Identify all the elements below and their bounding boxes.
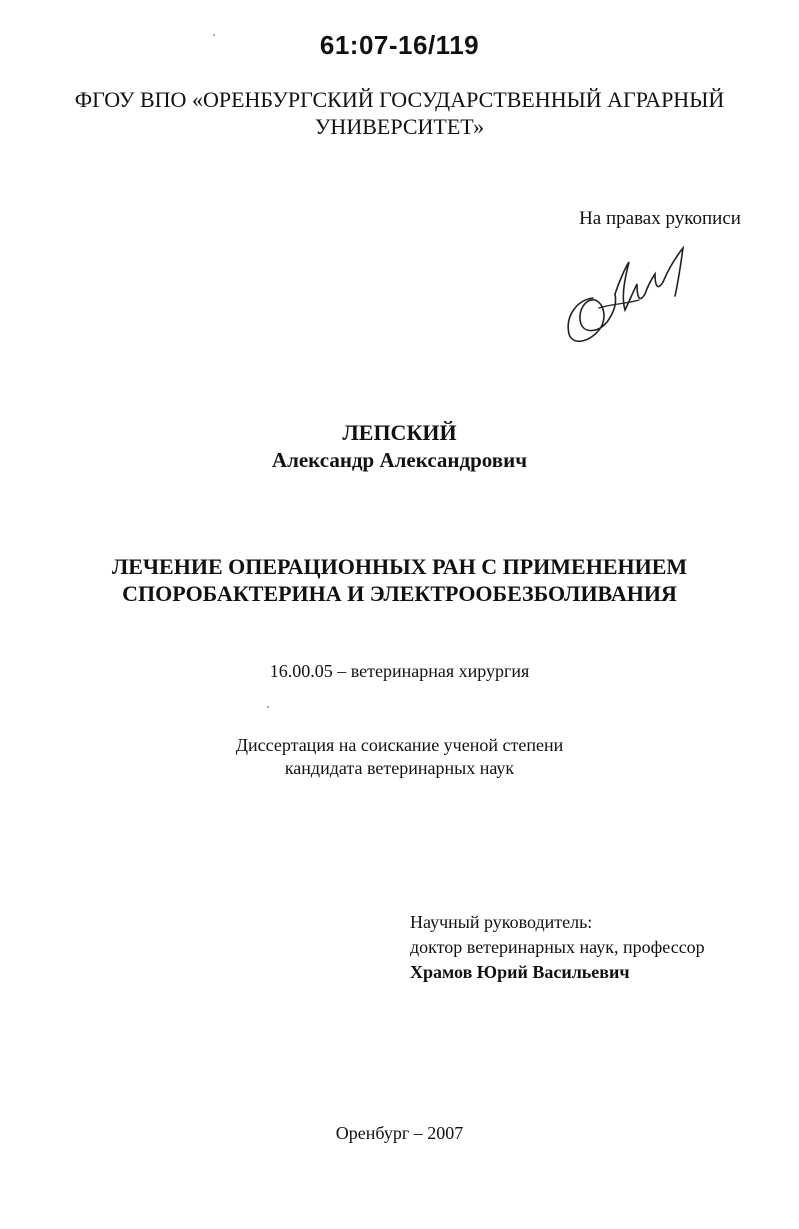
advisor-name: Храмов Юрий Васильевич [410, 962, 630, 982]
thesis-title-line-1: ЛЕЧЕНИЕ ОПЕРАЦИОННЫХ РАН С ПРИМЕНЕНИЕМ [111, 554, 688, 579]
author-surname: ЛЕПСКИЙ [342, 420, 457, 445]
thesis-title [0, 553, 799, 607]
place-and-year: Оренбург – 2007 [335, 1123, 464, 1143]
thesis-title-line-2: СПОРОБАКТЕРИНА И ЭЛЕКТРООБЕЗБОЛИВАНИЯ [122, 581, 677, 606]
institution-name [0, 86, 799, 140]
scientific-advisor [410, 910, 705, 985]
degree-line-2: кандидата ветеринарных наук [284, 758, 515, 778]
specialty: 16.00.05 – ветеринарная хирургия [269, 661, 530, 681]
institution-line-2: УНИВЕРСИТЕТ» [314, 114, 485, 139]
rights-note: На правах рукописи [579, 208, 741, 229]
advisor-title: доктор ветеринарных наук, профессор [410, 937, 705, 957]
scan-speck [267, 706, 269, 708]
author-name: Александр Александрович [271, 448, 528, 472]
degree-line-1: Диссертация на соискание ученой степени [235, 735, 564, 755]
degree-statement [0, 734, 799, 780]
institution-line-1: ФГОУ ВПО «ОРЕНБУРГСКИЙ ГОСУДАРСТВЕННЫЙ АГРАРНЫЙ [74, 87, 725, 112]
registry-code: 61:07-16/119 [319, 30, 480, 60]
advisor-label: Научный руководитель: [410, 912, 593, 932]
signature-image [555, 238, 705, 348]
scan-speck [213, 34, 215, 36]
